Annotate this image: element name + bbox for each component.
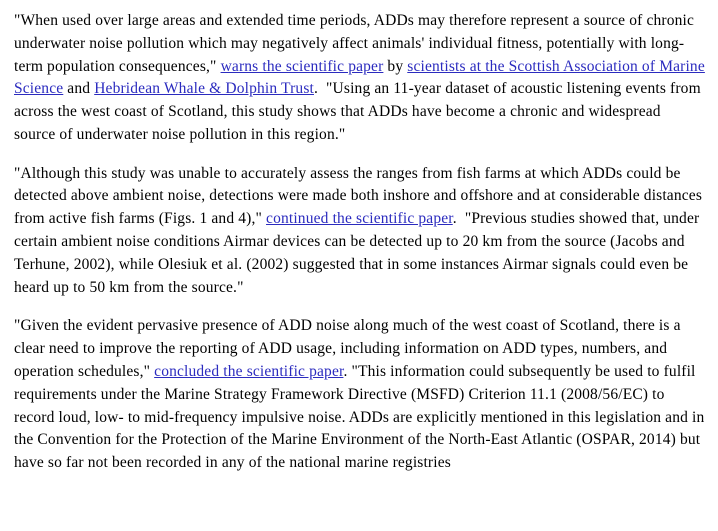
paragraph-text: "Although this study was unable to accurately assess the ranges from fish farms at which ADDs could be detected above ambient noise, detections were made both inshore and offshore and at considerable distances from active fish farms (Figs. 1 and 4)," — [14, 164, 707, 228]
paragraph-text: . "This information could subsequently be used to fulfil requirements under the Marine Strategy Framework Directive (MSFD) Criterion 11.1 (2008/56/EC) to record loud, low- to mid-frequency impulsive noise. ADDs are explicitly mentioned in this legislation and in the Convention for the Protection of the Marine Environment of the North-East Atlantic (OSPAR, 2014) but have so far not been recorded in any of the national marine registries — [14, 362, 709, 472]
inline-link[interactable]: warns the scientific paper — [220, 57, 384, 75]
paragraph-text: by — [383, 57, 408, 75]
paragraph-text: and — [63, 80, 95, 98]
paragraph-3 — [14, 315, 709, 474]
paragraph-text: "When used over large areas and extended time periods, ADDs may therefore represent a source of chronic underwater noise pollution which may negatively affect animals' individual fitness, potentially with long-term population consequences," — [14, 12, 699, 75]
inline-link[interactable]: scientists at the Scottish Association of Marine Science — [14, 57, 705, 98]
inline-link[interactable]: continued the scientific paper — [266, 210, 453, 228]
paragraph-text: . "Previous studies showed that, under certain ambient noise conditions Airmar devices can be detected up to 20 km from the source (Jacobs and Terhune, 2002), while Olesiuk et al. (2002) suggested that in some instances Airmar signals could even be heard up to 50 km from the source." — [14, 210, 704, 296]
inline-link[interactable]: Hebridean Whale & Dolphin Trust — [94, 80, 314, 98]
paragraph-2 — [14, 163, 706, 300]
inline-link[interactable]: concluded the scientific paper — [154, 362, 344, 380]
paragraph-1 — [14, 10, 706, 147]
paragraph-text: "Given the evident pervasive presence of ADD noise along much of the west coast of Scotland, there is a clear need to improve the reporting of ADD usage, including information on ADD types, numbers, and operation schedules," — [14, 317, 685, 380]
paragraph-text: . "Using an 11-year dataset of acoustic listening events from across the west coast of Scotland, this study shows that ADDs have become a chronic and widespread source of underwater noise pollution in this region." — [14, 80, 705, 143]
